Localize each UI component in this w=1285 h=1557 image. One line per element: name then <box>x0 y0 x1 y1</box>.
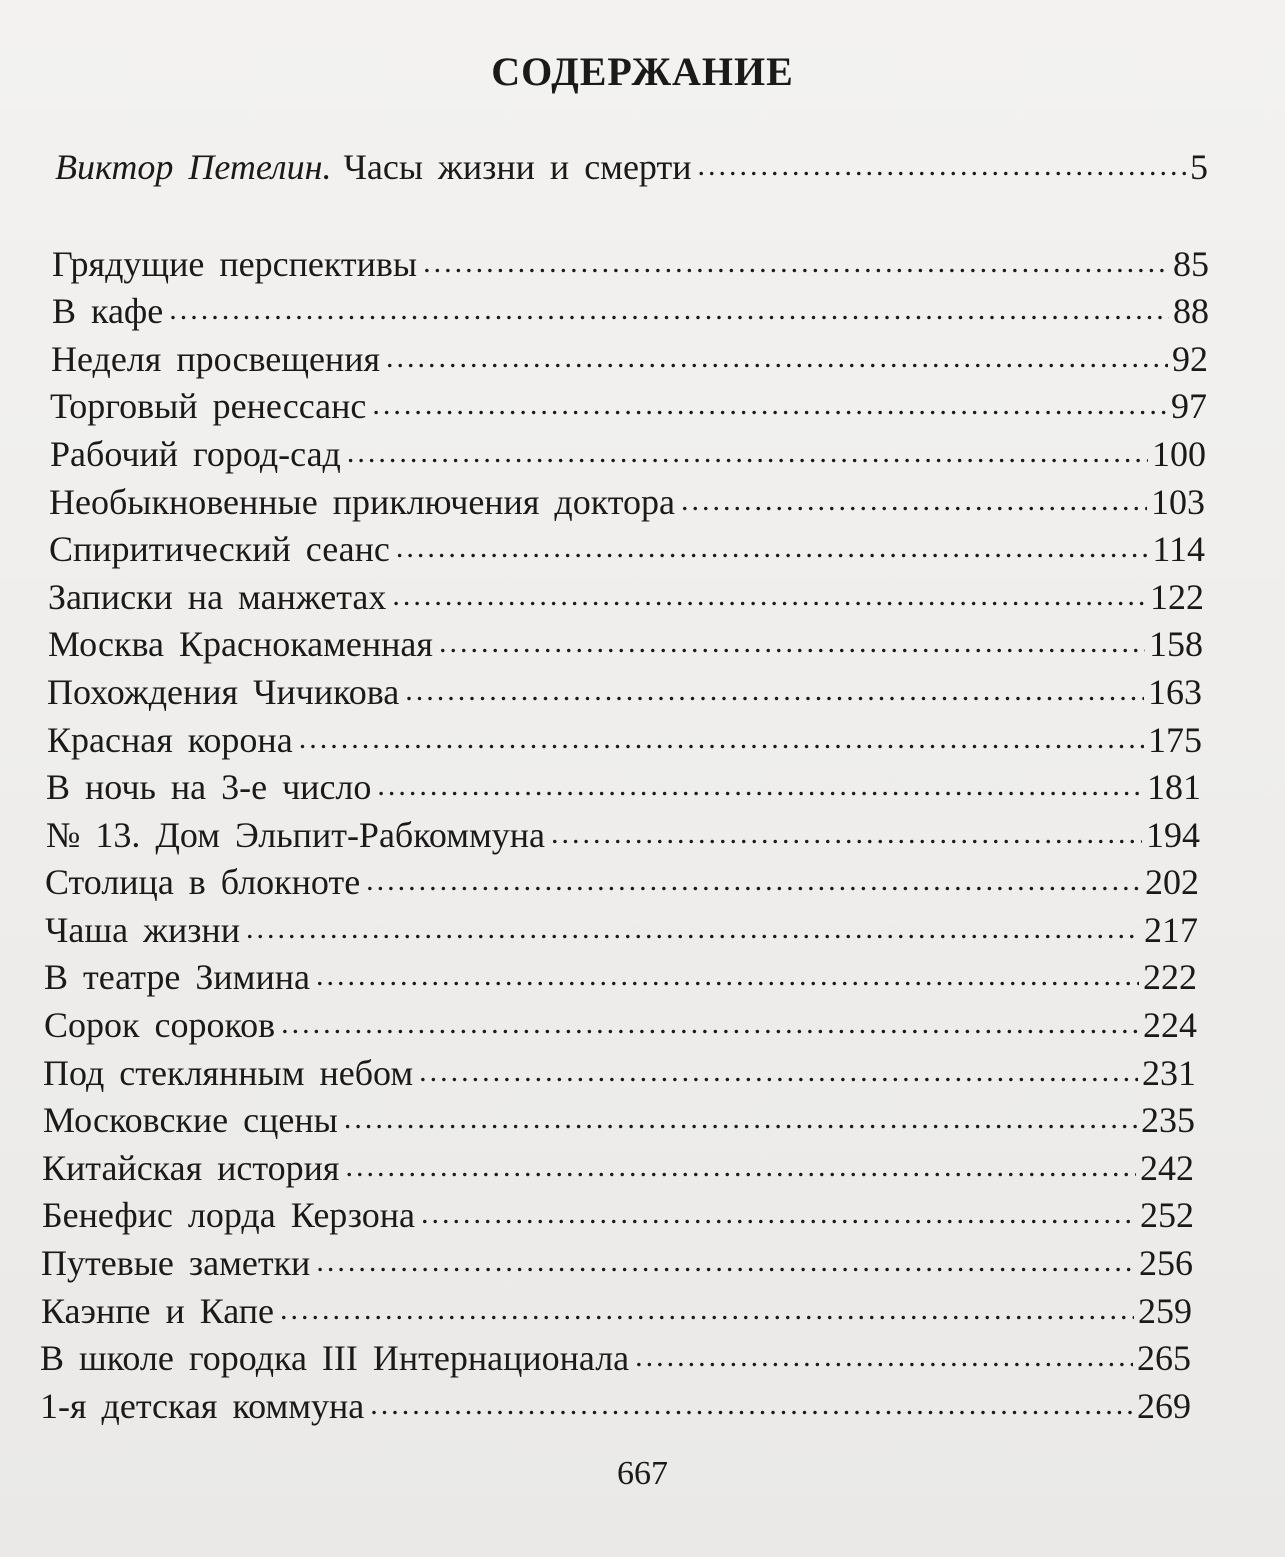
toc-entry <box>48 575 1204 619</box>
dot-leader <box>370 1383 1133 1427</box>
toc-entry-title: Рабочий город-сад <box>50 434 341 474</box>
dot-leader <box>280 1288 1134 1332</box>
toc-entry-page: 265 <box>1137 1338 1191 1378</box>
toc-entry <box>51 337 1208 381</box>
toc-entry-page: 88 <box>1173 291 1209 331</box>
dot-leader <box>439 621 1145 665</box>
toc-entry-page: 269 <box>1137 1386 1191 1426</box>
toc-entry-page: 175 <box>1148 720 1202 760</box>
dot-leader <box>377 764 1143 808</box>
toc-entry-page: 92 <box>1172 339 1208 379</box>
toc-entry-page: 202 <box>1145 862 1199 902</box>
toc-entry-page: 122 <box>1150 577 1204 617</box>
toc-entry-title: Записки на манжетах <box>48 577 387 617</box>
toc-entry-page: 100 <box>1152 434 1206 474</box>
toc-entry <box>47 670 1202 714</box>
toc-entry-title: Путевые заметки <box>41 1243 311 1283</box>
toc-entry-title: Каэнпе и Капе <box>41 1291 275 1331</box>
toc-entry-title: № 13. Дом Эльпит-Рабкоммуна <box>46 815 546 855</box>
toc-entry-page: 85 <box>1173 244 1209 284</box>
toc-entry-page: 181 <box>1147 767 1201 807</box>
page-number: 667 <box>617 1455 668 1492</box>
toc-entry-page: 97 <box>1171 386 1207 426</box>
dot-leader <box>347 431 1148 475</box>
toc-entry-page: 256 <box>1139 1243 1193 1283</box>
dot-leader <box>681 479 1147 523</box>
toc-entry-title: Чаша жизни <box>45 910 240 950</box>
toc-entry-page: 222 <box>1143 957 1197 997</box>
dot-leader <box>345 1145 1136 1189</box>
toc-entry-title: Столица в блокноте <box>45 862 361 902</box>
toc-entry-page: 194 <box>1146 815 1200 855</box>
toc-entry <box>47 718 1202 762</box>
toc-entry-title: Похождения Чичикова <box>47 672 400 712</box>
dot-leader <box>423 241 1169 285</box>
toc-entry-title: Необыкновенные приключения доктора <box>49 482 675 522</box>
dot-leader <box>169 288 1169 332</box>
dot-leader <box>246 907 1140 951</box>
toc-entry <box>52 242 1209 286</box>
toc-entry-page: 259 <box>1138 1291 1192 1331</box>
toc-entry <box>41 1289 1192 1333</box>
toc-entry <box>44 955 1197 999</box>
toc-entry <box>50 432 1206 476</box>
dot-leader <box>421 1192 1136 1236</box>
toc-entry <box>41 1241 1193 1285</box>
toc-entry <box>45 860 1199 904</box>
dot-leader <box>419 1050 1138 1094</box>
toc-entry-title: 1-я детская коммуна <box>40 1386 365 1426</box>
toc-entry-title: Китайская история <box>42 1148 340 1188</box>
toc-entry <box>44 1003 1197 1047</box>
dot-leader <box>316 1240 1135 1284</box>
toc-entry <box>42 1146 1194 1190</box>
dot-leader <box>299 717 1144 761</box>
toc-entry-title-text: Часы жизни и смерти <box>343 147 692 187</box>
toc-entry-page: 235 <box>1141 1100 1195 1140</box>
toc-entry-page: 163 <box>1148 672 1202 712</box>
toc-entry-author: Виктор Петелин. <box>55 147 332 187</box>
dot-leader <box>281 1002 1139 1046</box>
toc-entry-title: Красная корона <box>47 720 293 760</box>
page-title: СОДЕРЖАНИЕ <box>491 49 794 94</box>
dot-leader <box>366 859 1141 903</box>
toc-entry-page: 217 <box>1144 910 1198 950</box>
toc-entry <box>52 289 1209 333</box>
toc-entry-title: Сорок сороков <box>44 1005 276 1045</box>
dot-leader <box>697 144 1186 188</box>
toc-entry-title: Московские сцены <box>43 1100 338 1140</box>
toc-entry-page: 224 <box>1143 1005 1197 1045</box>
toc-entry <box>40 1336 1191 1380</box>
dot-leader <box>551 812 1142 856</box>
toc-entry-title: В школе городка III Интернационала <box>40 1338 630 1378</box>
toc-entry <box>45 908 1198 952</box>
toc-entry <box>46 813 1200 857</box>
toc-entry-title <box>55 145 691 189</box>
toc-entry-title: Под стеклянным небом <box>43 1053 414 1093</box>
dot-leader <box>635 1335 1133 1379</box>
toc-entry-page: 5 <box>1190 147 1208 187</box>
dot-leader <box>405 669 1144 713</box>
toc-entry-page: 242 <box>1140 1148 1194 1188</box>
toc-entry-title: В театре Зимина <box>44 957 310 997</box>
toc-entry <box>49 480 1205 524</box>
toc-entry-title: Спиритический сеанс <box>49 529 390 569</box>
toc-entry-title: В кафе <box>52 291 164 331</box>
dot-leader <box>344 1097 1137 1141</box>
toc-entry-page: 252 <box>1140 1195 1194 1235</box>
toc-entry-title: Неделя просвещения <box>51 339 381 379</box>
toc-entry-title: Москва Краснокаменная <box>48 624 433 664</box>
toc-entry <box>40 1384 1191 1428</box>
toc-entry-title: Бенефис лорда Керзона <box>42 1195 416 1235</box>
dot-leader <box>316 954 1139 998</box>
toc-entry-title: Торговый ренессанс <box>50 386 367 426</box>
toc-entry <box>49 527 1205 571</box>
toc-entry <box>48 622 1203 666</box>
toc-entry-page: 114 <box>1152 529 1205 569</box>
toc-entry-intro <box>55 145 1208 189</box>
toc-entry <box>43 1051 1196 1095</box>
toc-entry-page: 231 <box>1142 1053 1196 1093</box>
toc-entry <box>50 384 1207 428</box>
toc-entry <box>46 765 1201 809</box>
toc-entry-page: 103 <box>1151 482 1205 522</box>
dot-leader <box>386 336 1168 380</box>
dot-leader <box>396 526 1148 570</box>
toc-entry-page: 158 <box>1149 624 1203 664</box>
dot-leader <box>392 574 1146 618</box>
dot-leader <box>372 383 1167 427</box>
toc-entry <box>43 1098 1195 1142</box>
toc-entry <box>42 1193 1194 1237</box>
toc-entry-title: В ночь на 3-е число <box>46 767 372 807</box>
toc-entry-title: Грядущие перспективы <box>52 244 418 284</box>
